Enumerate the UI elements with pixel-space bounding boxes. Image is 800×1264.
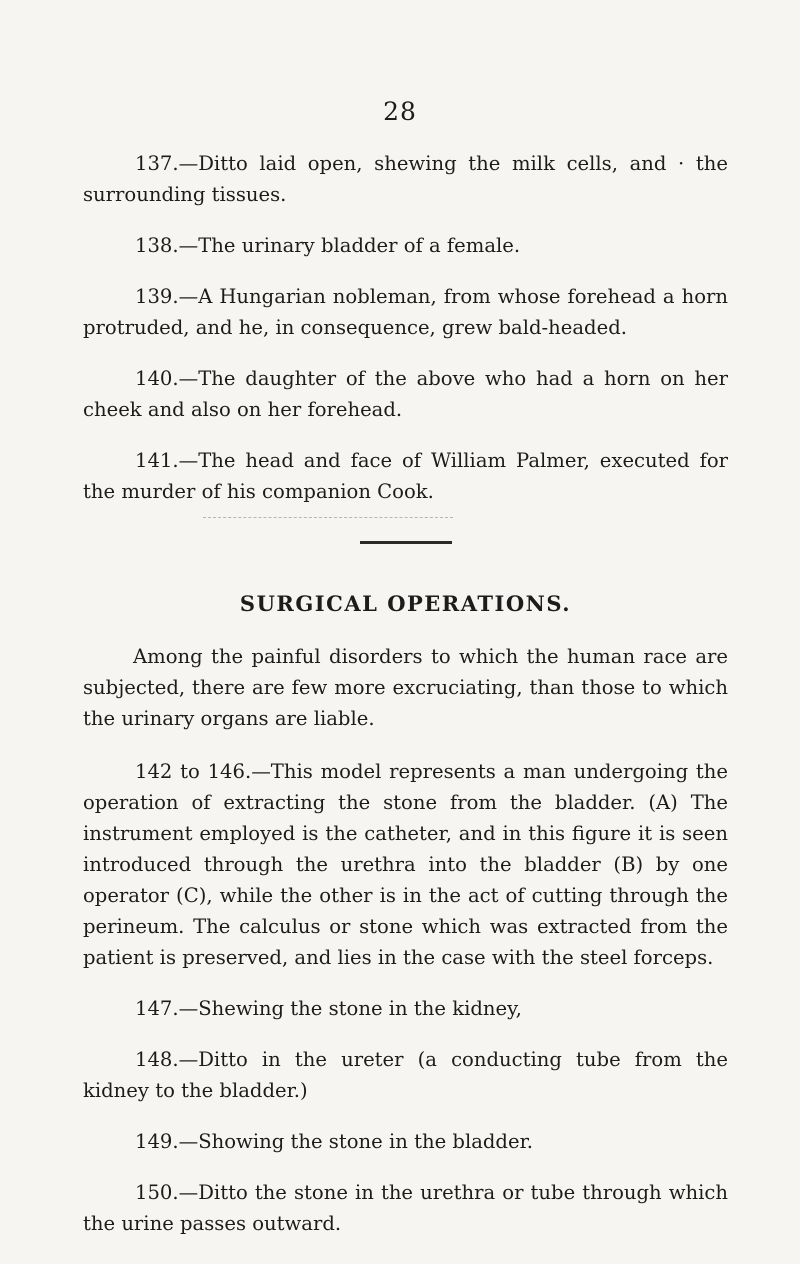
catalogue-entry-149: 149.—Showing the stone in the bladder. bbox=[135, 1130, 534, 1153]
catalogue-entry-147: 147.—Shewing the stone in the kidney, bbox=[135, 997, 522, 1020]
section-heading: SURGICAL OPERATIONS. bbox=[239, 591, 572, 616]
catalogue-entry-141: 141.—The head and face of William Palmer, executed for the murder of his companion Cook. bbox=[83, 449, 728, 503]
intro-paragraph: Among the painful disorders to which the human race are subjected, there are few more excruciating, than those to which the urinary organs are liable. bbox=[83, 645, 728, 730]
page-content bbox=[83, 148, 728, 1259]
catalogue-entry-148: 148.—Ditto in the ureter (a conducting tube from the kidney to the bladder.) bbox=[83, 1048, 728, 1102]
catalogue-entry-139: 139.—A Hungarian nobleman, from whose forehead a horn protruded, and he, in consequence, grew bald-headed. bbox=[83, 285, 728, 339]
catalogue-entry-150: 150.—Ditto the stone in the urethra or tube through which the urine passes outward. bbox=[83, 1181, 728, 1235]
catalogue-entry-142-146: 142 to 146.—This model represents a man undergoing the operation of extracting the stone from the bladder. (A) The instrument employed is the catheter, and in this figure it is seen introduced through the urethra into the bladder (B) by one operator (C), while the other is in the act of cutting through the perineum. The calculus or stone which was extracted from the patient is preserved, and lies in the case with the steel forceps. bbox=[83, 760, 728, 969]
page-number: 28 bbox=[383, 97, 417, 126]
catalogue-entry-137: 137.—Ditto laid open, shewing the milk cells, and · the surrounding tissues. bbox=[83, 152, 728, 206]
faint-dashed-mark bbox=[203, 517, 453, 519]
section-divider-rule bbox=[360, 541, 452, 544]
catalogue-entry-140: 140.—The daughter of the above who had a horn on her cheek and also on her forehead. bbox=[83, 367, 728, 421]
catalogue-entry-138: 138.—The urinary bladder of a female. bbox=[135, 234, 521, 257]
